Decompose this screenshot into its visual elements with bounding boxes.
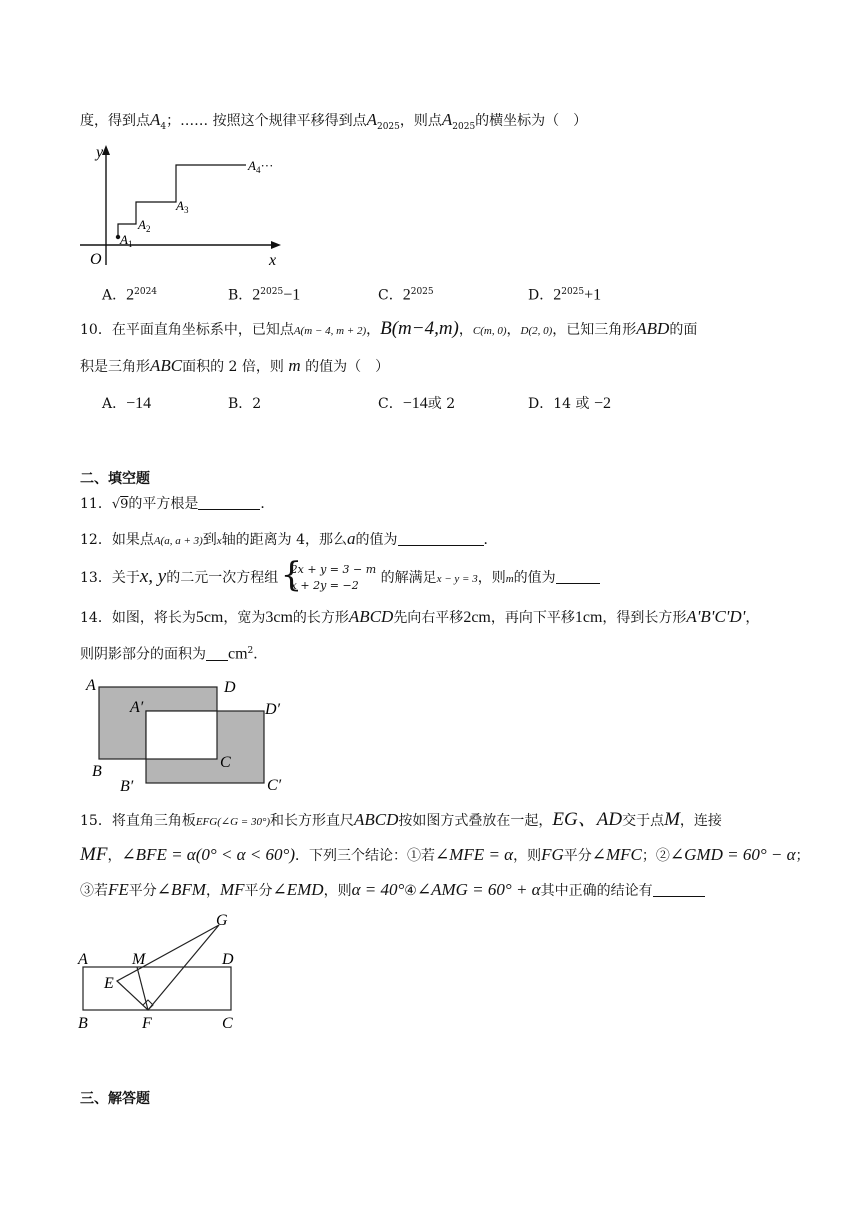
q15-triangle-ruler-figure [76, 910, 256, 1034]
label-c-prime: C′ [267, 777, 282, 794]
label-a-prime: A′ [130, 699, 144, 716]
q15-stem-line1: 15．将直角三角板EFG(∠G = 30°)和长方形直尺ABCD按如图方式叠放在一起，EG、AD交于点M，连接 [80, 809, 722, 830]
q10-option-b[interactable]: B．2 [228, 396, 262, 412]
label-c: C [222, 1015, 233, 1032]
q14-blank[interactable] [206, 646, 228, 661]
section-fill-in-heading: 二、填空题 [80, 471, 150, 487]
label-b: B [92, 763, 102, 780]
q13-blank[interactable] [556, 569, 600, 584]
label-g: G [216, 912, 228, 929]
q13-equation-system: { 2x + y = 3 − m x + 2y = −2 [283, 562, 376, 594]
q9-option-a[interactable]: A．$2^{2024}$ [102, 286, 158, 304]
q15-blank[interactable] [653, 882, 705, 897]
q14-rectangles-figure [84, 674, 294, 796]
q10-option-d[interactable]: D．14 或 −2 [528, 395, 611, 412]
q10-stem-line1: 10．在平面直角坐标系中，已知点A(m − 4, m + 2)，B(m−4,m)，C(m, 0)，D(2, 0)，已知三角形ABD的面 [80, 318, 698, 339]
point-a4-label: $A_4\cdot\cdot\cdot$ [248, 158, 274, 175]
section-solution-heading: 三、解答题 [80, 1091, 150, 1107]
x-axis-label: x [269, 252, 277, 269]
y-axis-label: y [96, 144, 104, 161]
q14-stem-line1: 14．如图，将长为5cm，宽为3cm的长方形ABCD先向右平移2cm，再向下平移1cm，得到长方形A'B'C'D'， [80, 607, 760, 626]
point-a1-label: $A_1$ [120, 232, 133, 249]
q15-stem-line2: MF，∠BFE = α(0° < α < 60°)．下列三个结论：①若∠MFE = α，则FG平分∠MFC；②∠GMD = 60° − α； [80, 844, 810, 865]
label-a: A [78, 951, 88, 968]
label-a: A [86, 677, 96, 694]
q13-stem: 13．关于x, y的二元一次方程组 { 2x + y = 3 − m x + 2y = −2 的解满足x − y = 3，则m的值为 [80, 560, 600, 594]
label-b: B [78, 1015, 88, 1032]
label-f: F [142, 1015, 152, 1032]
label-b-prime: B′ [120, 778, 134, 795]
q12-blank[interactable] [398, 531, 484, 546]
q9-stem: 度，得到点$A_4$；…… 按照这个规律平移得到点$A_{2025}$，则点$A_{2025}$的横坐标为（ ） [80, 110, 588, 132]
q9-staircase-figure [76, 140, 296, 270]
origin-label: O [90, 251, 102, 268]
q11-stem: 11．√9的平方根是 ． [80, 496, 275, 512]
q10-stem-line2: 积是三角形ABC面积的 2 倍，则 m 的值为（ ） [80, 356, 390, 375]
q9-option-b[interactable]: B．$2^{2025}-1$ [228, 286, 301, 304]
label-e: E [104, 975, 114, 992]
label-m: M [132, 951, 146, 968]
q11-blank[interactable] [198, 495, 260, 510]
point-a3-label: $A_3$ [176, 198, 189, 215]
label-d-prime: D′ [265, 701, 281, 718]
q9-option-c[interactable]: C．$2^{2025}$ [378, 286, 434, 304]
q14-stem-line2: 则阴影部分的面积为 $cm^2$． [80, 645, 268, 663]
q10-option-c[interactable]: C．−14或 2 [378, 395, 456, 412]
q10-option-a[interactable]: A．−14 [102, 395, 152, 412]
label-d: D [222, 951, 234, 968]
q9-option-d[interactable]: D．$2^{2025}+1$ [528, 286, 602, 304]
q15-stem-line3: ③若FE平分∠BFM，MF平分∠EMD，则α = 40°④∠AMG = 60° + α其中正确的结论有 [80, 881, 705, 900]
q12-stem: 12．如果点A(a, a + 3)到x轴的距离为 4，那么a的值为 ． [80, 529, 498, 548]
label-c: C [220, 754, 231, 771]
label-d: D [224, 679, 236, 696]
point-a2-label: $A_2$ [138, 217, 151, 234]
